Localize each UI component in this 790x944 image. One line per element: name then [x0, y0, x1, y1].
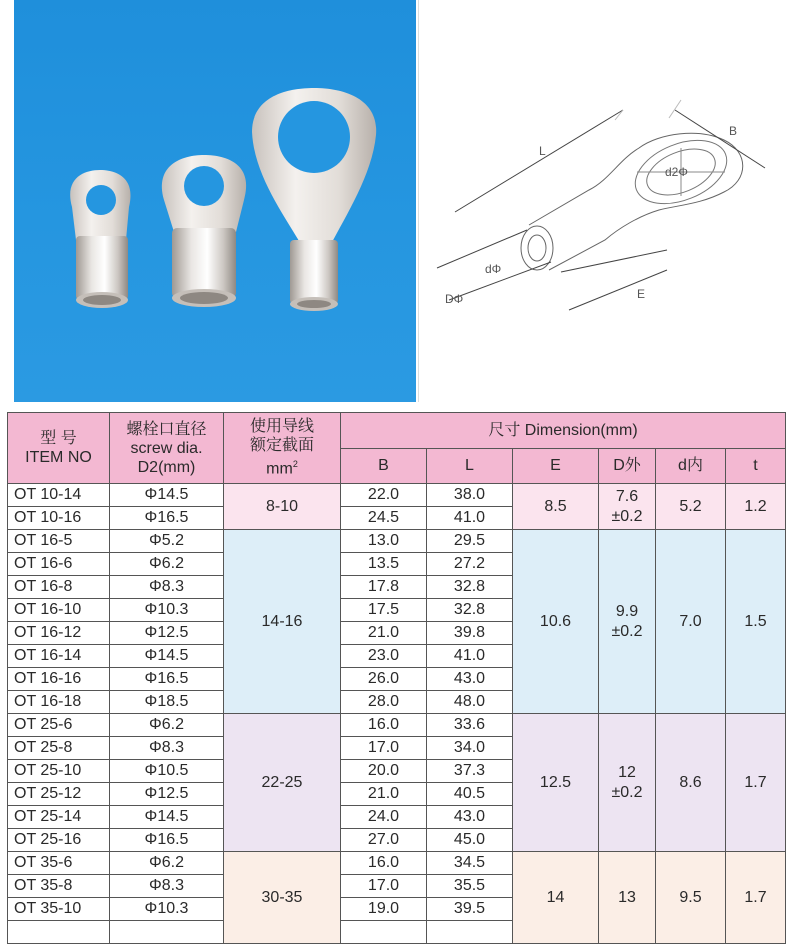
dim-l [427, 921, 513, 944]
item-no: OT 16-8 [8, 576, 110, 599]
dim-d-outer-value: 12 [618, 763, 636, 781]
header-wire-cn1: 使用导线 [249, 418, 314, 436]
item-no: OT 25-16 [8, 829, 110, 852]
wire-range: 8-10 [224, 484, 341, 530]
table-row [8, 484, 786, 507]
screw-dia: Φ6.2 [110, 714, 224, 737]
screw-dia: Φ5.2 [110, 530, 224, 553]
dim-b: 17.0 [341, 737, 427, 760]
dim-l: 41.0 [427, 507, 513, 530]
header-wire-unit-text: mm [266, 460, 293, 478]
table-row [8, 852, 786, 875]
dim-l: 33.6 [427, 714, 513, 737]
dim-b: 24.5 [341, 507, 427, 530]
dim-b: 21.0 [341, 783, 427, 806]
header-e: E [513, 448, 599, 484]
wire-range: 30-35 [224, 852, 341, 944]
dim-t: 1.7 [726, 714, 786, 852]
dim-d-outer-tol: ±0.2 [611, 507, 643, 525]
product-images [0, 0, 790, 404]
dim-b [341, 921, 427, 944]
dim-t: 1.7 [726, 852, 786, 944]
dim-d-outer-value: 7.6 [615, 487, 639, 505]
header-screw-cn: 螺栓口直径 [126, 420, 207, 438]
label-d2: d2Φ [665, 165, 688, 179]
dim-b: 28.0 [341, 691, 427, 714]
dim-b: 27.0 [341, 829, 427, 852]
screw-dia: Φ10.5 [110, 760, 224, 783]
header-model-en: ITEM NO [25, 449, 92, 466]
dim-l: 48.0 [427, 691, 513, 714]
screw-dia: Φ12.5 [110, 783, 224, 806]
table-row [8, 714, 786, 737]
dim-e: 12.5 [513, 714, 599, 852]
dim-l: 41.0 [427, 645, 513, 668]
item-no: OT 16-5 [8, 530, 110, 553]
screw-dia: Φ14.5 [110, 484, 224, 507]
screw-dia: Φ8.3 [110, 737, 224, 760]
dim-l: 39.8 [427, 622, 513, 645]
dim-d-inner: 9.5 [656, 852, 726, 944]
dim-d-outer-tol: ±0.2 [611, 783, 643, 801]
screw-dia: Φ6.2 [110, 852, 224, 875]
dim-e: 8.5 [513, 484, 599, 530]
large-terminal [252, 88, 376, 311]
dim-d-inner: 8.6 [656, 714, 726, 852]
screw-dia: Φ10.3 [110, 599, 224, 622]
dim-b: 13.5 [341, 553, 427, 576]
item-no: OT 16-14 [8, 645, 110, 668]
wire-range: 14-16 [224, 530, 341, 714]
screw-dia: Φ8.3 [110, 875, 224, 898]
header-screw [110, 413, 224, 484]
dim-b: 17.8 [341, 576, 427, 599]
ring-terminal-photo [14, 0, 416, 402]
ring-terminals-image [14, 0, 416, 402]
dim-b: 19.0 [341, 898, 427, 921]
header-t: t [726, 448, 786, 484]
dim-b: 24.0 [341, 806, 427, 829]
item-no: OT 25-10 [8, 760, 110, 783]
dim-b: 21.0 [341, 622, 427, 645]
screw-dia: Φ16.5 [110, 507, 224, 530]
label-e: E [637, 287, 646, 301]
screw-dia: Φ6.2 [110, 553, 224, 576]
label-d: dΦ [485, 262, 502, 276]
header-d-outer: D外 [599, 448, 656, 484]
header-model-cn: 型 号 [40, 430, 77, 447]
dim-e: 10.6 [513, 530, 599, 714]
dim-l: 34.0 [427, 737, 513, 760]
dim-b: 17.5 [341, 599, 427, 622]
dim-b: 22.0 [341, 484, 427, 507]
dim-b: 17.0 [341, 875, 427, 898]
dim-b: 26.0 [341, 668, 427, 691]
dim-l: 35.5 [427, 875, 513, 898]
dim-d-inner: 5.2 [656, 484, 726, 530]
header-screw-unit: D2(mm) [137, 458, 196, 476]
dim-d-outer-tol: ±0.2 [611, 622, 643, 640]
item-no: OT 10-14 [8, 484, 110, 507]
dim-d-outer-value: 13 [618, 888, 636, 906]
item-no: OT 16-10 [8, 599, 110, 622]
item-no: OT 25-12 [8, 783, 110, 806]
dim-d-outer [599, 714, 656, 852]
item-no: OT 16-6 [8, 553, 110, 576]
screw-dia [110, 921, 224, 944]
dim-d-inner: 7.0 [656, 530, 726, 714]
header-b: B [341, 448, 427, 484]
dim-l: 38.0 [427, 484, 513, 507]
item-no: OT 25-14 [8, 806, 110, 829]
dim-b: 13.0 [341, 530, 427, 553]
header-dimension: 尺寸 Dimension(mm) [341, 413, 786, 449]
item-no: OT 35-6 [8, 852, 110, 875]
dim-d-outer [599, 852, 656, 944]
dim-d-outer [599, 484, 656, 530]
header-wire-unit-sup: 2 [292, 459, 298, 470]
header-wire-cn2: 额定截面 [249, 437, 314, 455]
label-l: L [539, 144, 546, 158]
item-no: OT 16-12 [8, 622, 110, 645]
screw-dia: Φ16.5 [110, 668, 224, 691]
dim-l: 32.8 [427, 576, 513, 599]
wire-range: 22-25 [224, 714, 341, 852]
screw-dia: Φ12.5 [110, 622, 224, 645]
dim-l: 43.0 [427, 806, 513, 829]
label-b: B [729, 124, 738, 138]
header-row-1 [8, 413, 786, 449]
header-model [8, 413, 110, 484]
small-terminal [70, 170, 130, 308]
dim-b: 20.0 [341, 760, 427, 783]
dim-l: 45.0 [427, 829, 513, 852]
screw-dia: Φ18.5 [110, 691, 224, 714]
dimension-drawing [418, 0, 779, 402]
dim-l: 29.5 [427, 530, 513, 553]
item-no: OT 25-8 [8, 737, 110, 760]
table-row [8, 530, 786, 553]
label-big-d: DΦ [445, 292, 464, 306]
header-l: L [427, 448, 513, 484]
dim-l: 43.0 [427, 668, 513, 691]
header-wire-unit [224, 455, 340, 478]
dim-d-outer [599, 530, 656, 714]
item-no: OT 16-18 [8, 691, 110, 714]
dim-b: 16.0 [341, 852, 427, 875]
header-screw-en: screw dia. [130, 439, 203, 457]
screw-dia: Φ14.5 [110, 645, 224, 668]
item-no: OT 10-16 [8, 507, 110, 530]
item-no: OT 35-8 [8, 875, 110, 898]
dim-b: 16.0 [341, 714, 427, 737]
dim-e: 14 [513, 852, 599, 944]
item-no: OT 35-10 [8, 898, 110, 921]
screw-dia: Φ16.5 [110, 829, 224, 852]
dimension-drawing-svg [419, 0, 779, 402]
dim-l: 37.3 [427, 760, 513, 783]
screw-dia: Φ8.3 [110, 576, 224, 599]
header-d-inner: d内 [656, 448, 726, 484]
item-no: OT 16-16 [8, 668, 110, 691]
screw-dia: Φ14.5 [110, 806, 224, 829]
dim-l: 40.5 [427, 783, 513, 806]
spec-table [7, 412, 786, 944]
dim-t: 1.5 [726, 530, 786, 714]
dim-t: 1.2 [726, 484, 786, 530]
dim-l: 27.2 [427, 553, 513, 576]
screw-dia: Φ10.3 [110, 898, 224, 921]
item-no [8, 921, 110, 944]
dim-l: 39.5 [427, 898, 513, 921]
medium-terminal [162, 155, 246, 307]
dim-b: 23.0 [341, 645, 427, 668]
dim-l: 32.8 [427, 599, 513, 622]
dim-d-outer-value: 9.9 [615, 602, 639, 620]
dim-l: 34.5 [427, 852, 513, 875]
item-no: OT 25-6 [8, 714, 110, 737]
header-wire [224, 413, 341, 484]
